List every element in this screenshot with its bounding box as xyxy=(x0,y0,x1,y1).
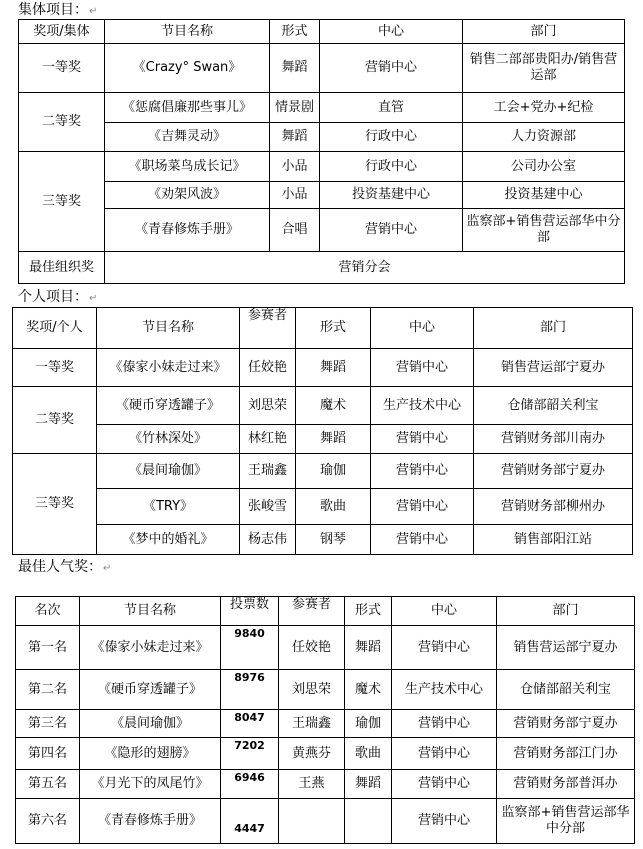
person-cell: 王瑞鑫 xyxy=(279,710,345,738)
table-row xyxy=(13,525,633,555)
center-cell: 营销中心 xyxy=(371,454,474,489)
individual-awards-table xyxy=(12,307,633,555)
dept-cell: 人力资源部 xyxy=(463,123,625,152)
header-cell: 奖项/个人 xyxy=(13,308,97,349)
person-cell xyxy=(279,799,345,844)
table-row xyxy=(19,123,625,152)
table-row xyxy=(16,626,635,670)
header-cell: 名次 xyxy=(16,597,80,626)
program-cell: 《硬币穿透罐子》 xyxy=(80,670,221,710)
rank-cell: 第四名 xyxy=(16,738,80,770)
center-cell: 营销中心 xyxy=(392,799,497,844)
program-cell: 《晨间瑜伽》 xyxy=(80,710,221,738)
dept-cell: 监察部+销售营运部华中分部 xyxy=(497,799,635,844)
dept-cell: 营销财务部普洱办 xyxy=(497,770,635,799)
program-cell: 《惩腐倡廉那些事儿》 xyxy=(105,93,270,123)
header-cell: 部门 xyxy=(474,308,633,349)
table-row xyxy=(13,489,633,525)
header-cell: 节目名称 xyxy=(97,308,240,349)
header-cell: 形式 xyxy=(296,308,371,349)
program-cell: 《职场菜鸟成长记》 xyxy=(105,152,270,182)
award-cell: 一等奖 xyxy=(13,349,97,387)
form-cell: 小品 xyxy=(270,182,320,209)
program-cell: 《劝架风波》 xyxy=(105,182,270,209)
award-cell: 二等奖 xyxy=(19,93,105,152)
form-cell: 合唱 xyxy=(270,209,320,252)
dept-cell: 营销财务部江门办 xyxy=(497,738,635,770)
person-cell: 黄燕芬 xyxy=(279,738,345,770)
table-row xyxy=(13,387,633,425)
center-cell: 生产技术中心 xyxy=(371,387,474,425)
header-cell: 部门 xyxy=(463,20,625,44)
center-cell: 营销中心 xyxy=(371,425,474,454)
center-cell: 营销中心 xyxy=(392,710,497,738)
table-row xyxy=(19,93,625,123)
center-cell: 行政中心 xyxy=(320,123,463,152)
form-cell xyxy=(345,799,392,844)
form-cell: 瑜伽 xyxy=(296,454,371,489)
program-cell: 《吉舞灵动》 xyxy=(105,123,270,152)
table-row xyxy=(19,152,625,182)
dept-cell: 销售部阳江站 xyxy=(474,525,633,555)
table-row xyxy=(13,349,633,387)
header-cell: 中心 xyxy=(371,308,474,349)
header-cell: 中心 xyxy=(320,20,463,44)
award-cell: 三等奖 xyxy=(19,152,105,252)
dept-cell: 工会+党办+纪检 xyxy=(463,93,625,123)
table-row xyxy=(19,44,625,93)
award-cell: 二等奖 xyxy=(13,387,97,454)
center-cell: 营销中心 xyxy=(320,209,463,252)
form-cell: 魔术 xyxy=(296,387,371,425)
header-cell: 投票数 xyxy=(221,597,279,626)
form-cell: 舞蹈 xyxy=(270,123,320,152)
form-cell: 魔术 xyxy=(345,670,392,710)
person-cell: 刘思荣 xyxy=(279,670,345,710)
form-cell: 钢琴 xyxy=(296,525,371,555)
person-cell: 张峻雪 xyxy=(240,489,296,525)
dept-cell: 营销财务部宁夏办 xyxy=(474,454,633,489)
dept-cell: 销售营运部宁夏办 xyxy=(474,349,633,387)
dept-cell: 仓储部韶关利宝 xyxy=(497,670,635,710)
dept-cell: 营销财务部柳州办 xyxy=(474,489,633,525)
program-cell: 《TRY》 xyxy=(97,489,240,525)
award-cell: 一等奖 xyxy=(19,44,105,93)
program-cell: 《硬币穿透罐子》 xyxy=(97,387,240,425)
center-cell: 生产技术中心 xyxy=(392,670,497,710)
table-row xyxy=(16,770,635,799)
program-cell: 《傣家小妹走过来》 xyxy=(97,349,240,387)
table-row xyxy=(19,252,625,284)
dept-cell: 销售二部部贵阳办/销售营运部 xyxy=(463,44,625,93)
header-cell: 节目名称 xyxy=(105,20,270,44)
person-cell: 林红艳 xyxy=(240,425,296,454)
center-cell: 营销中心 xyxy=(320,44,463,93)
dept-cell: 营销财务部川南办 xyxy=(474,425,633,454)
votes-cell: 4447 xyxy=(221,799,279,844)
rank-cell: 第一名 xyxy=(16,626,80,670)
center-cell: 营销中心 xyxy=(371,525,474,555)
program-cell: 《晨间瑜伽》 xyxy=(97,454,240,489)
header-cell: 形式 xyxy=(270,20,320,44)
table-row xyxy=(16,710,635,738)
dept-cell: 营销财务部宁夏办 xyxy=(497,710,635,738)
dept-cell: 投资基建中心 xyxy=(463,182,625,209)
table-row xyxy=(19,209,625,252)
award-cell: 最佳组织奖 xyxy=(19,252,105,284)
form-cell: 歌曲 xyxy=(296,489,371,525)
dept-cell: 仓储部韶关利宝 xyxy=(474,387,633,425)
table-row xyxy=(16,738,635,770)
table-header-row xyxy=(16,597,635,626)
group-awards-table xyxy=(18,19,625,284)
center-cell: 直管 xyxy=(320,93,463,123)
form-cell: 舞蹈 xyxy=(270,44,320,93)
person-cell: 王燕 xyxy=(279,770,345,799)
header-cell: 参赛者 xyxy=(279,597,345,626)
header-cell: 形式 xyxy=(345,597,392,626)
dept-cell: 销售营运部宁夏办 xyxy=(497,626,635,670)
form-cell: 舞蹈 xyxy=(345,770,392,799)
votes-cell: 9840 xyxy=(221,626,279,670)
votes-cell: 6946 xyxy=(221,770,279,799)
header-cell: 中心 xyxy=(392,597,497,626)
center-cell: 行政中心 xyxy=(320,152,463,182)
best-org-value-cell: 营销分会 xyxy=(105,252,625,284)
center-cell: 营销中心 xyxy=(392,626,497,670)
header-cell: 参赛者 xyxy=(240,308,296,349)
form-cell: 舞蹈 xyxy=(296,425,371,454)
group-section-title: 集体项目：↵ xyxy=(18,2,98,18)
program-cell: 《傣家小妹走过来》 xyxy=(80,626,221,670)
person-cell: 刘思荣 xyxy=(240,387,296,425)
popular-section-title: 最佳人气奖：↵ xyxy=(18,559,112,575)
center-cell: 营销中心 xyxy=(392,770,497,799)
votes-cell: 8047 xyxy=(221,710,279,738)
form-cell: 舞蹈 xyxy=(296,349,371,387)
program-cell: 《Crazy° Swan》 xyxy=(105,44,270,93)
rank-cell: 第二名 xyxy=(16,670,80,710)
person-cell: 任姣艳 xyxy=(279,626,345,670)
center-cell: 营销中心 xyxy=(371,349,474,387)
program-cell: 《竹林深处》 xyxy=(97,425,240,454)
program-cell: 《青春修炼手册》 xyxy=(80,799,221,844)
form-cell: 歌曲 xyxy=(345,738,392,770)
program-cell: 《月光下的凤尾竹》 xyxy=(80,770,221,799)
person-cell: 任姣艳 xyxy=(240,349,296,387)
popular-award-table xyxy=(15,596,635,844)
header-cell: 部门 xyxy=(497,597,635,626)
award-cell: 三等奖 xyxy=(13,454,97,555)
rank-cell: 第五名 xyxy=(16,770,80,799)
table-row xyxy=(13,425,633,454)
center-cell: 投资基建中心 xyxy=(320,182,463,209)
header-cell: 节目名称 xyxy=(80,597,221,626)
votes-cell: 8976 xyxy=(221,670,279,710)
individual-section-title: 个人项目：↵ xyxy=(18,289,98,305)
person-cell: 王瑞鑫 xyxy=(240,454,296,489)
dept-cell: 监察部+销售营运部华中分部 xyxy=(463,209,625,252)
form-cell: 小品 xyxy=(270,152,320,182)
rank-cell: 第三名 xyxy=(16,710,80,738)
program-cell: 《梦中的婚礼》 xyxy=(97,525,240,555)
header-cell: 奖项/集体 xyxy=(19,20,105,44)
form-cell: 舞蹈 xyxy=(345,626,392,670)
form-cell: 情景剧 xyxy=(270,93,320,123)
table-row xyxy=(16,670,635,710)
table-header-row xyxy=(13,308,633,349)
center-cell: 营销中心 xyxy=(371,489,474,525)
votes-cell: 7202 xyxy=(221,738,279,770)
rank-cell: 第六名 xyxy=(16,799,80,844)
program-cell: 《隐形的翅膀》 xyxy=(80,738,221,770)
table-row xyxy=(16,799,635,844)
dept-cell: 公司办公室 xyxy=(463,152,625,182)
form-cell: 瑜伽 xyxy=(345,710,392,738)
center-cell: 营销中心 xyxy=(392,738,497,770)
table-row xyxy=(13,454,633,489)
program-cell: 《青春修炼手册》 xyxy=(105,209,270,252)
table-header-row xyxy=(19,20,625,44)
person-cell: 杨志伟 xyxy=(240,525,296,555)
table-row xyxy=(19,182,625,209)
